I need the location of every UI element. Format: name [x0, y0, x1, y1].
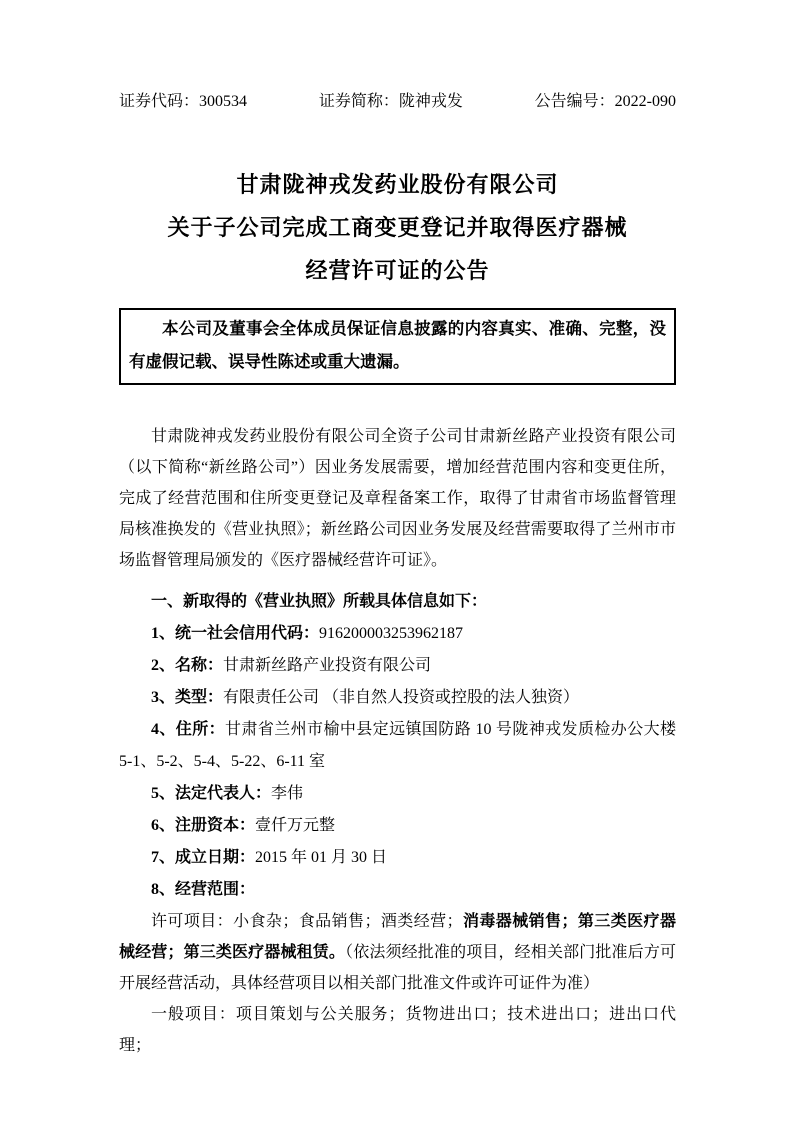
- licensed-projects-prefix: 许可项目：小食杂；食品销售；酒类经营；: [151, 913, 463, 930]
- item-value: 2015 年 01 月 30 日: [255, 849, 388, 866]
- item-label: 4、住所：: [151, 721, 226, 738]
- page-title-line-1: 甘肃陇神戎发药业股份有限公司: [236, 172, 559, 197]
- item-label: 2、名称：: [151, 657, 224, 674]
- item-value: 李伟: [271, 785, 304, 802]
- item-label: 6、注册资本：: [151, 817, 256, 834]
- general-projects-paragraph: 一般项目：项目策划与公关服务；货物进出口；技术进出口；进出口代理；: [119, 1006, 676, 1054]
- item-value: 有限责任公司 （非自然人投资或控股的法人独资）: [223, 689, 580, 706]
- item-value: 甘肃省兰州市榆中县定远镇国防路 10 号陇神戎发质检办公大楼5-1、5-2、5-4、5-22、6-11 室: [119, 721, 676, 770]
- item-label: 7、成立日期：: [151, 849, 256, 866]
- licensed-projects-suffix: （依法须经批准的项目，经相关部门批准后方可开展经营活动，具体经营项目以相关部门批准文件或许可证件为准）: [119, 944, 676, 992]
- item-value: 916200003253962187: [319, 625, 464, 642]
- declaration-text: 本公司及董事会全体成员保证信息披露的内容真实、准确、完整，没有虚假记载、误导性陈述或重大遗漏。: [129, 319, 666, 371]
- section-heading: 一、新取得的《营业执照》所载具体信息如下：: [151, 593, 488, 610]
- item-value: 壹仟万元整: [255, 817, 336, 834]
- licensed-projects-paragraph: [119, 906, 676, 999]
- license-item-company-name: [119, 650, 676, 682]
- license-item-credit-code: [119, 618, 676, 650]
- licensed-projects-bold: 消毒器械销售；第三类医疗器械经营；第三类医疗器械租赁。: [119, 913, 676, 961]
- item-label: 3、类型：: [151, 689, 224, 706]
- item-label: 1、统一社会信用代码：: [151, 625, 320, 642]
- document-header: [119, 93, 676, 111]
- securities-short-name: 证券简称：陇神戎发: [318, 93, 463, 110]
- item-label: 5、法定代表人：: [151, 785, 272, 802]
- license-item-establishment-date: [119, 842, 676, 874]
- license-item-company-type: [119, 682, 676, 714]
- securities-code: 证券代码：300534: [119, 93, 248, 110]
- license-item-legal-representative: [119, 778, 676, 810]
- license-item-registered-capital: [119, 810, 676, 842]
- announcement-number: 公告编号：2022-090: [534, 93, 676, 110]
- item-label: 8、经营范围：: [151, 881, 256, 898]
- license-item-business-scope: [119, 874, 676, 906]
- document-body: [119, 421, 676, 1061]
- page-title: [119, 163, 676, 292]
- declaration-box: [119, 308, 676, 385]
- item-value: 甘肃新丝路产业投资有限公司: [223, 657, 432, 674]
- intro-paragraph: 甘肃陇神戎发药业股份有限公司全资子公司甘肃新丝路产业投资有限公司（以下简称“新丝路公司”）因业务发展需要，增加经营范围内容和变更住所，完成了经营范围和住所变更登记及章程备案工作，取得了甘肃省市场监督管理局核准换发的《营业执照》；新丝路公司因业务发展及经营需要取得了兰州市市场监督管理局颁发的《医疗器械经营许可证》。: [119, 428, 676, 569]
- page-title-line-2: 关于子公司完成工商变更登记并取得医疗器械: [167, 215, 628, 240]
- page-title-line-3: 经营许可证的公告: [305, 258, 490, 283]
- license-item-address: [119, 714, 676, 778]
